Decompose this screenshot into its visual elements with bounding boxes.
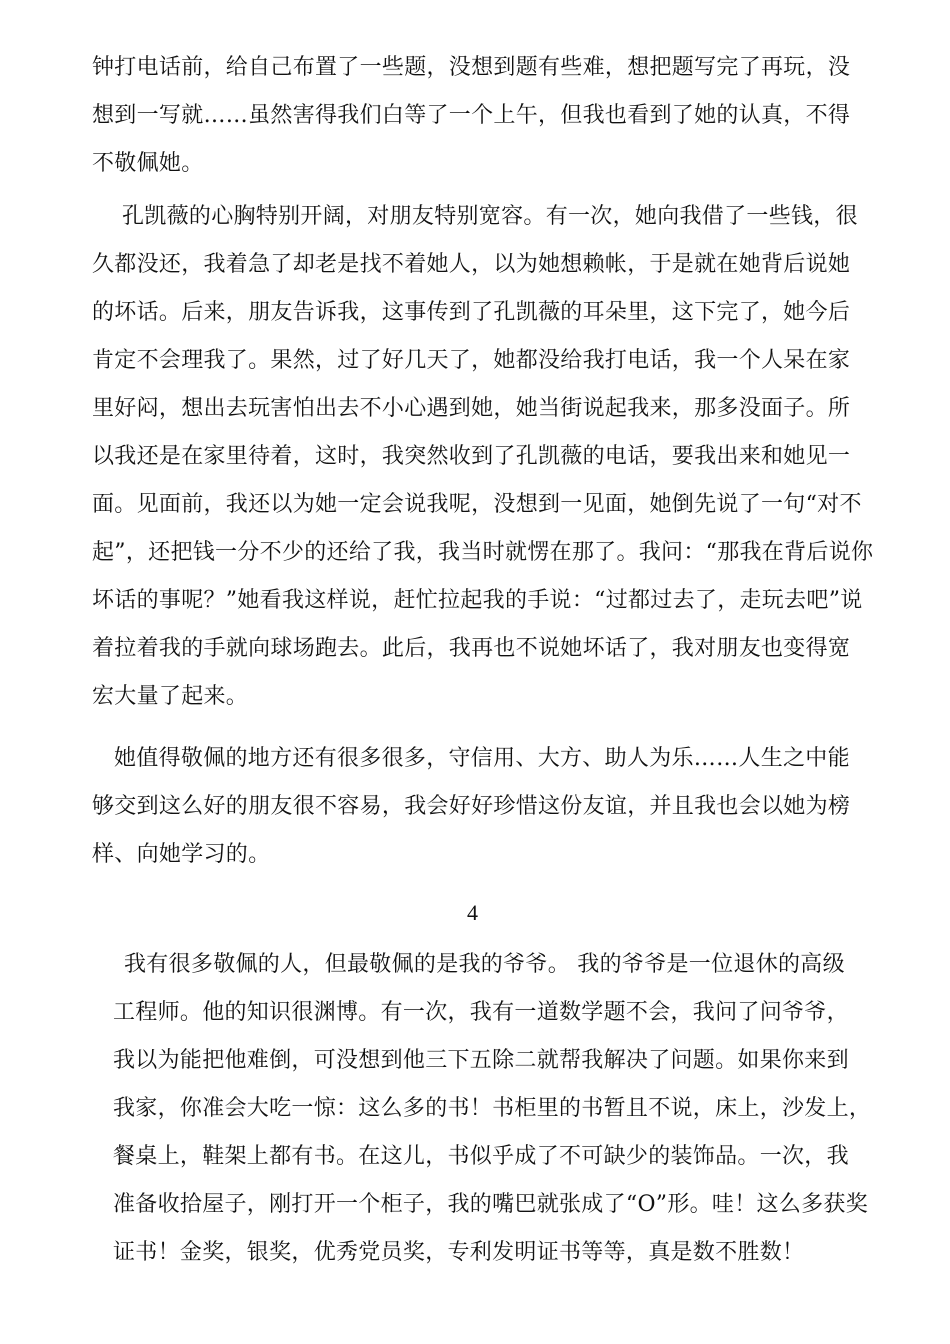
text-line: 准备收拾屋子，刚打开一个柜子，我的嘴巴就张成了“O”形。哇！这么多获奖 [113, 1192, 869, 1217]
section-number: 4 [467, 900, 478, 925]
text-line: 以我还是在家里待着，这时，我突然收到了孔凯薇的电话，要我出来和她见一 [92, 444, 851, 469]
text-line: 的坏话。后来，朋友告诉我，这事传到了孔凯薇的耳朵里，这下完了，她今后 [92, 300, 851, 325]
text-line: 证书！金奖，银奖，优秀党员奖，专利发明证书等等，真是数不胜数！ [113, 1240, 805, 1265]
text-line: 工程师。他的知识很渊博。有一次，我有一道数学题不会，我问了问爷爷， [113, 1000, 849, 1025]
text-line: 宏大量了起来。 [92, 684, 249, 709]
text-line: 坏话的事呢？”她看我这样说，赶忙拉起我的手说：“过都过去了，走玩去吧”说 [92, 588, 863, 613]
text-line: 我家，你准会大吃一惊：这么多的书！书柜里的书暂且不说，床上，沙发上， [113, 1096, 872, 1121]
text-line: 够交到这么好的朋友很不容易，我会好好珍惜这份友谊，并且我也会以她为榜 [92, 794, 851, 819]
text-line: 钟打电话前，给自己布置了一些题，没想到题有些难，想把题写完了再玩，没 [92, 55, 851, 80]
text-line: 肯定不会理我了。果然，过了好几天了，她都没给我打电话，我一个人呆在家 [92, 348, 851, 373]
text-line: 她值得敬佩的地方还有很多很多，守信用、大方、助人为乐……人生之中能 [114, 746, 850, 771]
text-line: 里好闷，想出去玩害怕出去不小心遇到她，她当街说起我来，那多没面子。所 [92, 396, 851, 421]
text-line: 面。见面前，我还以为她一定会说我呢，没想到一见面，她倒先说了一句“对不 [92, 492, 862, 517]
text-line: 起”，还把钱一分不少的还给了我，我当时就愣在那了。我问：“那我在背后说你 [92, 540, 874, 565]
text-line: 着拉着我的手就向球场跑去。此后，我再也不说她坏话了，我对朋友也变得宽 [92, 636, 851, 661]
text-line: 我有很多敬佩的人，但最敬佩的是我的爷爷。 我的爷爷是一位退休的高级 [124, 952, 845, 977]
text-line: 不敬佩她。 [92, 151, 204, 176]
text-line: 久都没还，我着急了却老是找不着她人，以为她想赖帐，于是就在她背后说她 [92, 252, 851, 277]
text-line: 样、向她学习的。 [92, 842, 271, 867]
text-line: 餐桌上，鞋架上都有书。在这儿，书似乎成了不可缺少的装饰品。一次，我 [113, 1144, 849, 1169]
text-line: 孔凯薇的心胸特别开阔，对朋友特别宽容。有一次，她向我借了一些钱，很 [122, 204, 858, 229]
text-line: 想到一写就……虽然害得我们白等了一个上午，但我也看到了她的认真，不得 [92, 103, 851, 128]
text-line: 我以为能把他难倒，可没想到他三下五除二就帮我解决了问题。如果你来到 [113, 1048, 849, 1073]
